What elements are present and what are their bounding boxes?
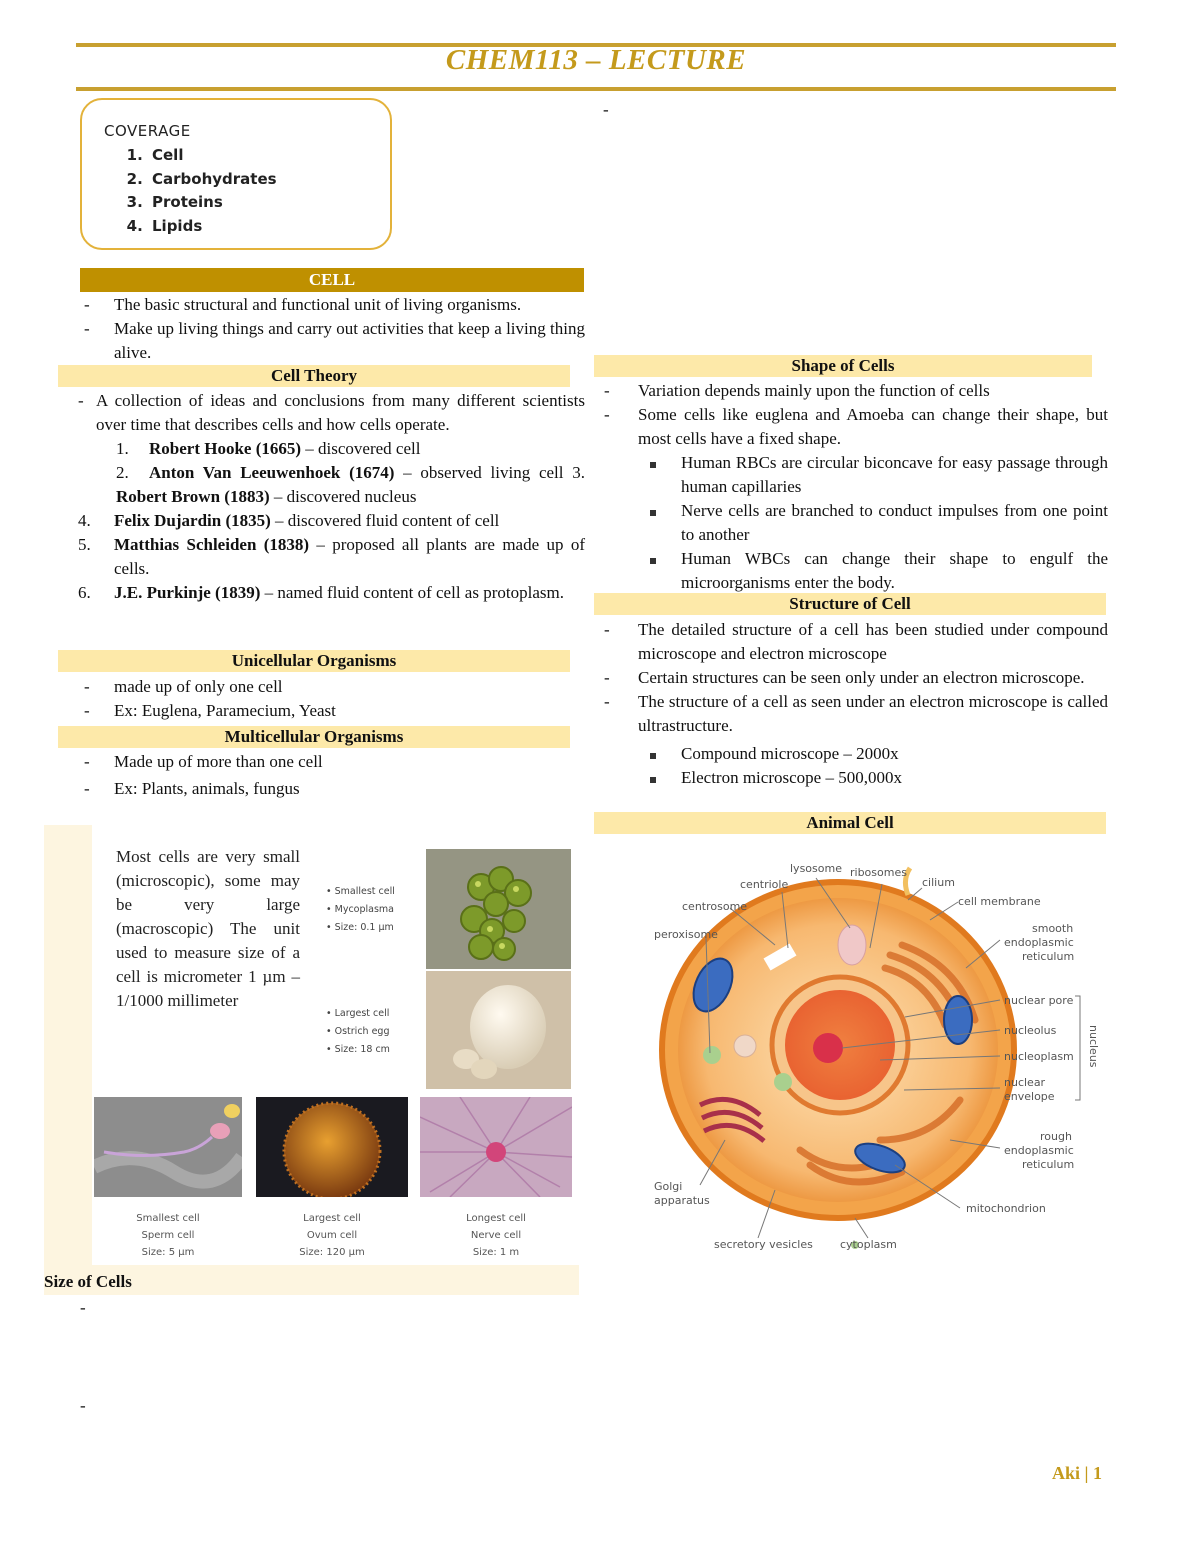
size-of-cells-heading: Size of Cells: [44, 1272, 132, 1291]
coverage-item: 2. Carbohydrates: [148, 168, 390, 192]
scientist-name: Anton Van Leeuwenhoek (1674): [149, 463, 395, 482]
unicellular-point: Ex: Euglena, Paramecium, Yeast: [114, 701, 336, 720]
multicellular-point: Made up of more than one cell: [114, 752, 323, 771]
ovum-caption: Largest cell Ovum cell Size: 120 µm: [299, 1213, 365, 1258]
scientist-name: Matthias Schleiden (1838): [114, 535, 310, 554]
animal-cell-heading: Animal Cell: [594, 812, 1106, 834]
label-cell-membrane: cell membrane: [958, 895, 1041, 908]
cell-theory-body: - A collection of ideas and conclusions from many different scientists over time that describes cells and how cells operate. 1. Robert Hooke (1665) – discovered cell 2. Anton Van Leeuwenhoek (1674) – observed living cell 3. Robert Brown (1883) – discovered nucleus 4. Felix Dujardin (1835) – discovered fluid content of cell 5. Matthias Schleiden (1838) – proposed all plants are made up of cells. 6. J.E. Purkinje (1839) – named fluid content of cell as protoplasm.: [78, 389, 585, 605]
ovum-cell-image: [256, 1097, 408, 1197]
list-number: 4.: [78, 511, 91, 530]
label-nucleoplasm: nucleoplasm: [1004, 1050, 1074, 1063]
shape-body: - Variation depends mainly upon the function of cells - Some cells like euglena and Amoeba can change their shape, but most cells have a fixed shape. Human RBCs are circular biconcave for easy passage through human capillaries Nerve cells are branched to conduct impulses from one point to another Human WBCs can change their shape to engulf the microorganisms enter the body.: [604, 379, 1108, 595]
page-footer: Aki | 1: [1052, 1463, 1102, 1483]
shape-subpoint: Nerve cells are branched to conduct impulses from one point to another: [681, 501, 1108, 544]
shape-subpoint: Human WBCs can change their shape to engulf the microorganisms enter the body.: [681, 549, 1108, 592]
header-rule-bottom: [76, 87, 1116, 91]
list-number: 3.: [563, 463, 586, 482]
multicellular-heading: Multicellular Organisms: [58, 726, 570, 748]
label-cytoplasm: cytoplasm: [840, 1238, 897, 1251]
multicellular-point: Ex: Plants, animals, fungus: [114, 779, 300, 798]
coverage-item: 3. Proteins: [148, 191, 390, 215]
coverage-item: 1. Cell: [148, 144, 390, 168]
page-title: CHEM113 – LECTURE: [445, 44, 747, 76]
scientist-name: Robert Hooke (1665): [149, 439, 302, 458]
cell-theory-heading: Cell Theory: [58, 365, 570, 387]
structure-point: The detailed structure of a cell has been studied under compound microscope and electron microscope: [638, 620, 1108, 663]
coverage-heading: COVERAGE: [104, 122, 191, 140]
nerve-caption: Longest cell Nerve cell Size: 1 m: [466, 1213, 526, 1258]
cell-point: The basic structural and functional unit of living organisms.: [114, 295, 522, 314]
size-dash: -: [80, 1396, 86, 1415]
label-centrosome: centrosome: [682, 900, 748, 913]
label-golgi: apparatus: [654, 1194, 710, 1207]
scientist-desc: – discovered nucleus: [269, 487, 417, 506]
right-column-dash: -: [603, 100, 609, 119]
unicellular-heading: Unicellular Organisms: [58, 650, 570, 672]
label-lysosome: lysosome: [790, 862, 842, 875]
ostrich-caption: • Largest cell • Ostrich egg • Size: 18 cm: [326, 1008, 390, 1055]
label-secretory-vesicles: secretory vesicles: [714, 1238, 813, 1251]
coverage-box: [80, 98, 392, 250]
shape-point: Variation depends mainly upon the function of cells: [638, 381, 990, 400]
sperm-cell-image: [94, 1097, 242, 1197]
scientist-name: Felix Dujardin (1835): [114, 511, 271, 530]
list-number: 2.: [116, 463, 129, 482]
mycoplasma-image: [426, 849, 571, 969]
scientist-name: Robert Brown (1883): [116, 487, 270, 506]
structure-body: - The detailed structure of a cell has been studied under compound microscope and electron microscope - Certain structures can be seen only under an electron microscope. - The structure of a cell as seen under an electron microscope is called ultrastructure. Compound microscope – 2000x Electron microscope – 500,000x: [604, 618, 1108, 790]
coverage-list: [104, 144, 390, 238]
mycoplasma-caption: • Smallest cell • Mycoplasma • Size: 0.1 µm: [326, 886, 395, 933]
label-smooth-er: reticulum: [1022, 950, 1075, 963]
label-rough-er: rough: [1040, 1130, 1072, 1143]
sperm-caption: Smallest cell Sperm cell Size: 5 µm: [136, 1213, 200, 1258]
shape-point: Some cells like euglena and Amoeba can change their shape, but most cells have a fixed shape.: [638, 405, 1108, 448]
list-number: 5.: [78, 535, 91, 554]
label-centriole: centriole: [740, 878, 789, 891]
label-mitochondrion: mitochondrion: [966, 1202, 1046, 1215]
label-smooth-er: smooth: [1032, 922, 1074, 935]
unicellular-points: - made up of only one cell - Ex: Euglena, Paramecium, Yeast: [84, 675, 585, 723]
scientist-desc: – observed living cell: [394, 463, 564, 482]
nerve-cell-image: [420, 1097, 572, 1197]
structure-heading: Structure of Cell: [594, 593, 1106, 615]
cell-theory-intro: A collection of ideas and conclusions from many different scientists over time that describes cells and how cells operate.: [96, 391, 585, 434]
animal-cell-diagram: [640, 850, 1110, 1260]
size-dash: -: [80, 1298, 86, 1317]
list-number: 6.: [78, 583, 91, 602]
scientist-desc: – discovered fluid content of cell: [270, 511, 500, 530]
structure-subpoint: Electron microscope – 500,000x: [681, 768, 902, 787]
list-number: 1.: [116, 439, 129, 458]
scientist-name: J.E. Purkinje (1839): [114, 583, 261, 602]
structure-point: The structure of a cell as seen under an electron microscope is called ultrastructure.: [638, 692, 1108, 735]
cell-heading: CELL: [80, 268, 584, 292]
structure-subpoint: Compound microscope – 2000x: [681, 744, 899, 763]
label-peroxisome: peroxisome: [654, 928, 718, 941]
shape-heading: Shape of Cells: [594, 355, 1092, 377]
label-nuclear-envelope: envelope: [1004, 1090, 1055, 1103]
label-golgi: Golgi: [654, 1180, 683, 1193]
label-smooth-er: endoplasmic: [1004, 936, 1074, 949]
coverage-item: 4. Lipids: [148, 215, 390, 239]
multicellular-points: - Made up of more than one cell - Ex: Plants, animals, fungus: [84, 750, 585, 801]
label-nucleolus: nucleolus: [1004, 1024, 1057, 1037]
size-panel-text: Most cells are very small (microscopic), some may be very large (macroscopic) The unit used to measure size of a cell is micrometer 1 µm – 1/1000 millimeter: [116, 847, 300, 1010]
cell-point: Make up living things and carry out activities that keep a living thing alive.: [114, 319, 585, 362]
scientist-desc: – named fluid content of cell as protoplasm.: [260, 583, 564, 602]
label-ribosomes: ribosomes: [850, 866, 907, 879]
structure-point: Certain structures can be seen only under an electron microscope.: [638, 668, 1085, 687]
scientist-desc: – proposed all plants are made up of cells.: [114, 535, 585, 578]
ostrich-egg-image: [426, 971, 571, 1089]
cell-points: - The basic structural and functional unit of living organisms. - Make up living things and carry out activities that keep a living thing alive.: [84, 293, 585, 365]
cell-size-figure: [44, 825, 579, 1295]
label-rough-er: endoplasmic: [1004, 1144, 1074, 1157]
label-rough-er: reticulum: [1022, 1158, 1075, 1171]
label-nuclear-envelope: nuclear: [1004, 1076, 1046, 1089]
label-nuclear-pore: nuclear pore: [1004, 994, 1074, 1007]
label-cilium: cilium: [922, 876, 955, 889]
unicellular-point: made up of only one cell: [114, 677, 283, 696]
shape-subpoint: Human RBCs are circular biconcave for easy passage through human capillaries: [681, 453, 1108, 496]
label-nucleus: nucleus: [1087, 1025, 1100, 1068]
scientist-desc: – discovered cell: [301, 439, 421, 458]
